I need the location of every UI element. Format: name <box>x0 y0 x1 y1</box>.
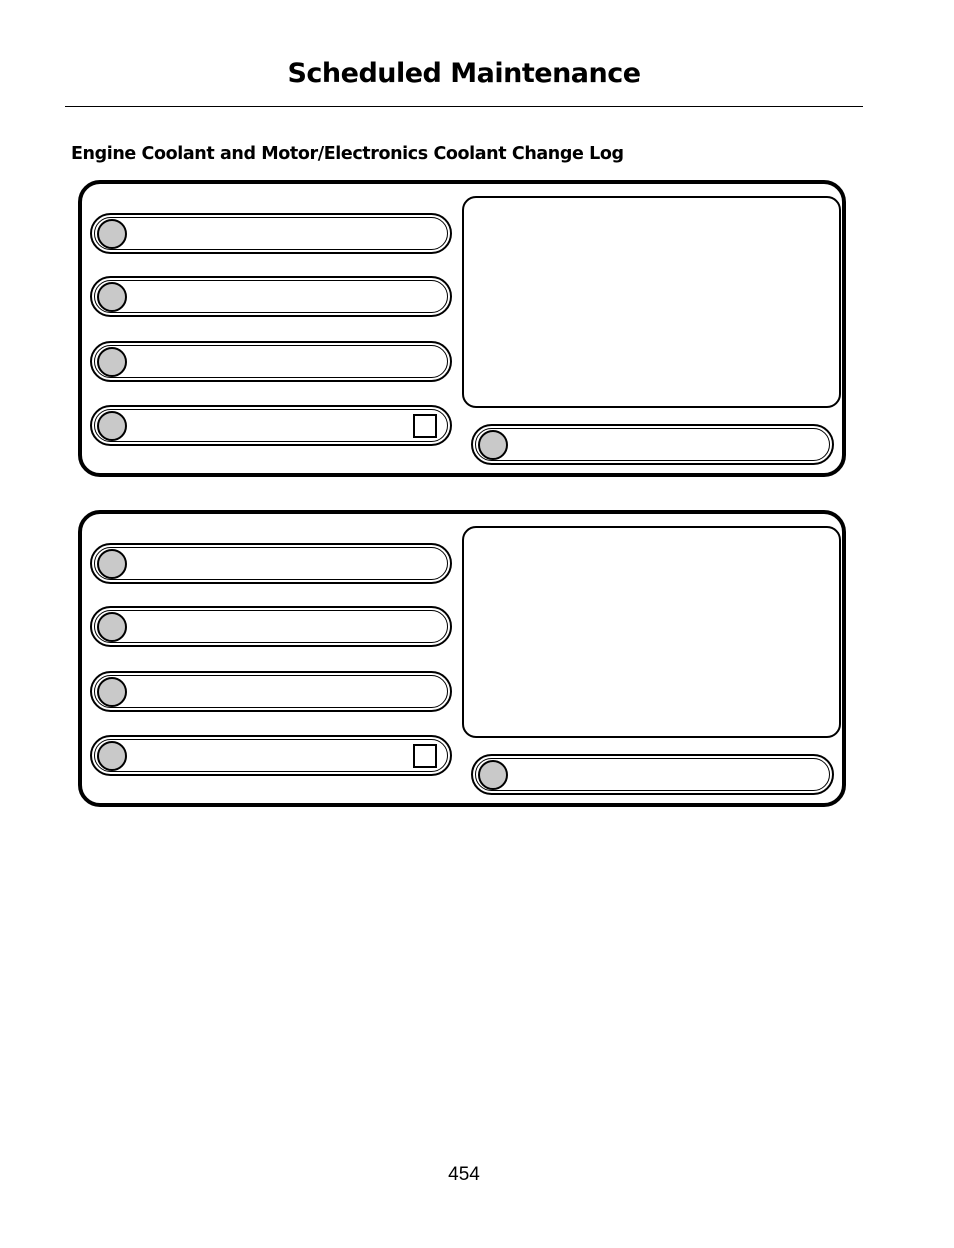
log-field[interactable] <box>90 213 452 254</box>
log-entry-card <box>78 180 846 477</box>
page-title: Scheduled Maintenance <box>287 58 641 89</box>
bullet-icon <box>478 760 508 790</box>
log-field-with-checkbox[interactable] <box>90 405 452 446</box>
log-field[interactable] <box>90 543 452 584</box>
log-field-with-checkbox[interactable] <box>90 735 452 776</box>
bullet-icon <box>97 282 127 312</box>
bullet-icon <box>97 612 127 642</box>
signature-field[interactable] <box>471 754 834 795</box>
bullet-icon <box>97 741 127 771</box>
title-divider <box>65 106 863 107</box>
checkbox[interactable] <box>413 744 437 768</box>
log-field[interactable] <box>90 276 452 317</box>
bullet-icon <box>97 219 127 249</box>
checkbox[interactable] <box>413 414 437 438</box>
log-field[interactable] <box>90 671 452 712</box>
bullet-icon <box>478 430 508 460</box>
bullet-icon <box>97 549 127 579</box>
bullet-icon <box>97 411 127 441</box>
section-heading: Engine Coolant and Motor/Electronics Coolant Change Log <box>71 144 624 164</box>
log-entry-card <box>78 510 846 807</box>
bullet-icon <box>97 677 127 707</box>
page-number: 454 <box>448 1164 480 1185</box>
signature-field[interactable] <box>471 424 834 465</box>
notes-box[interactable] <box>462 526 841 738</box>
notes-box[interactable] <box>462 196 841 408</box>
log-field[interactable] <box>90 606 452 647</box>
bullet-icon <box>97 347 127 377</box>
log-field[interactable] <box>90 341 452 382</box>
